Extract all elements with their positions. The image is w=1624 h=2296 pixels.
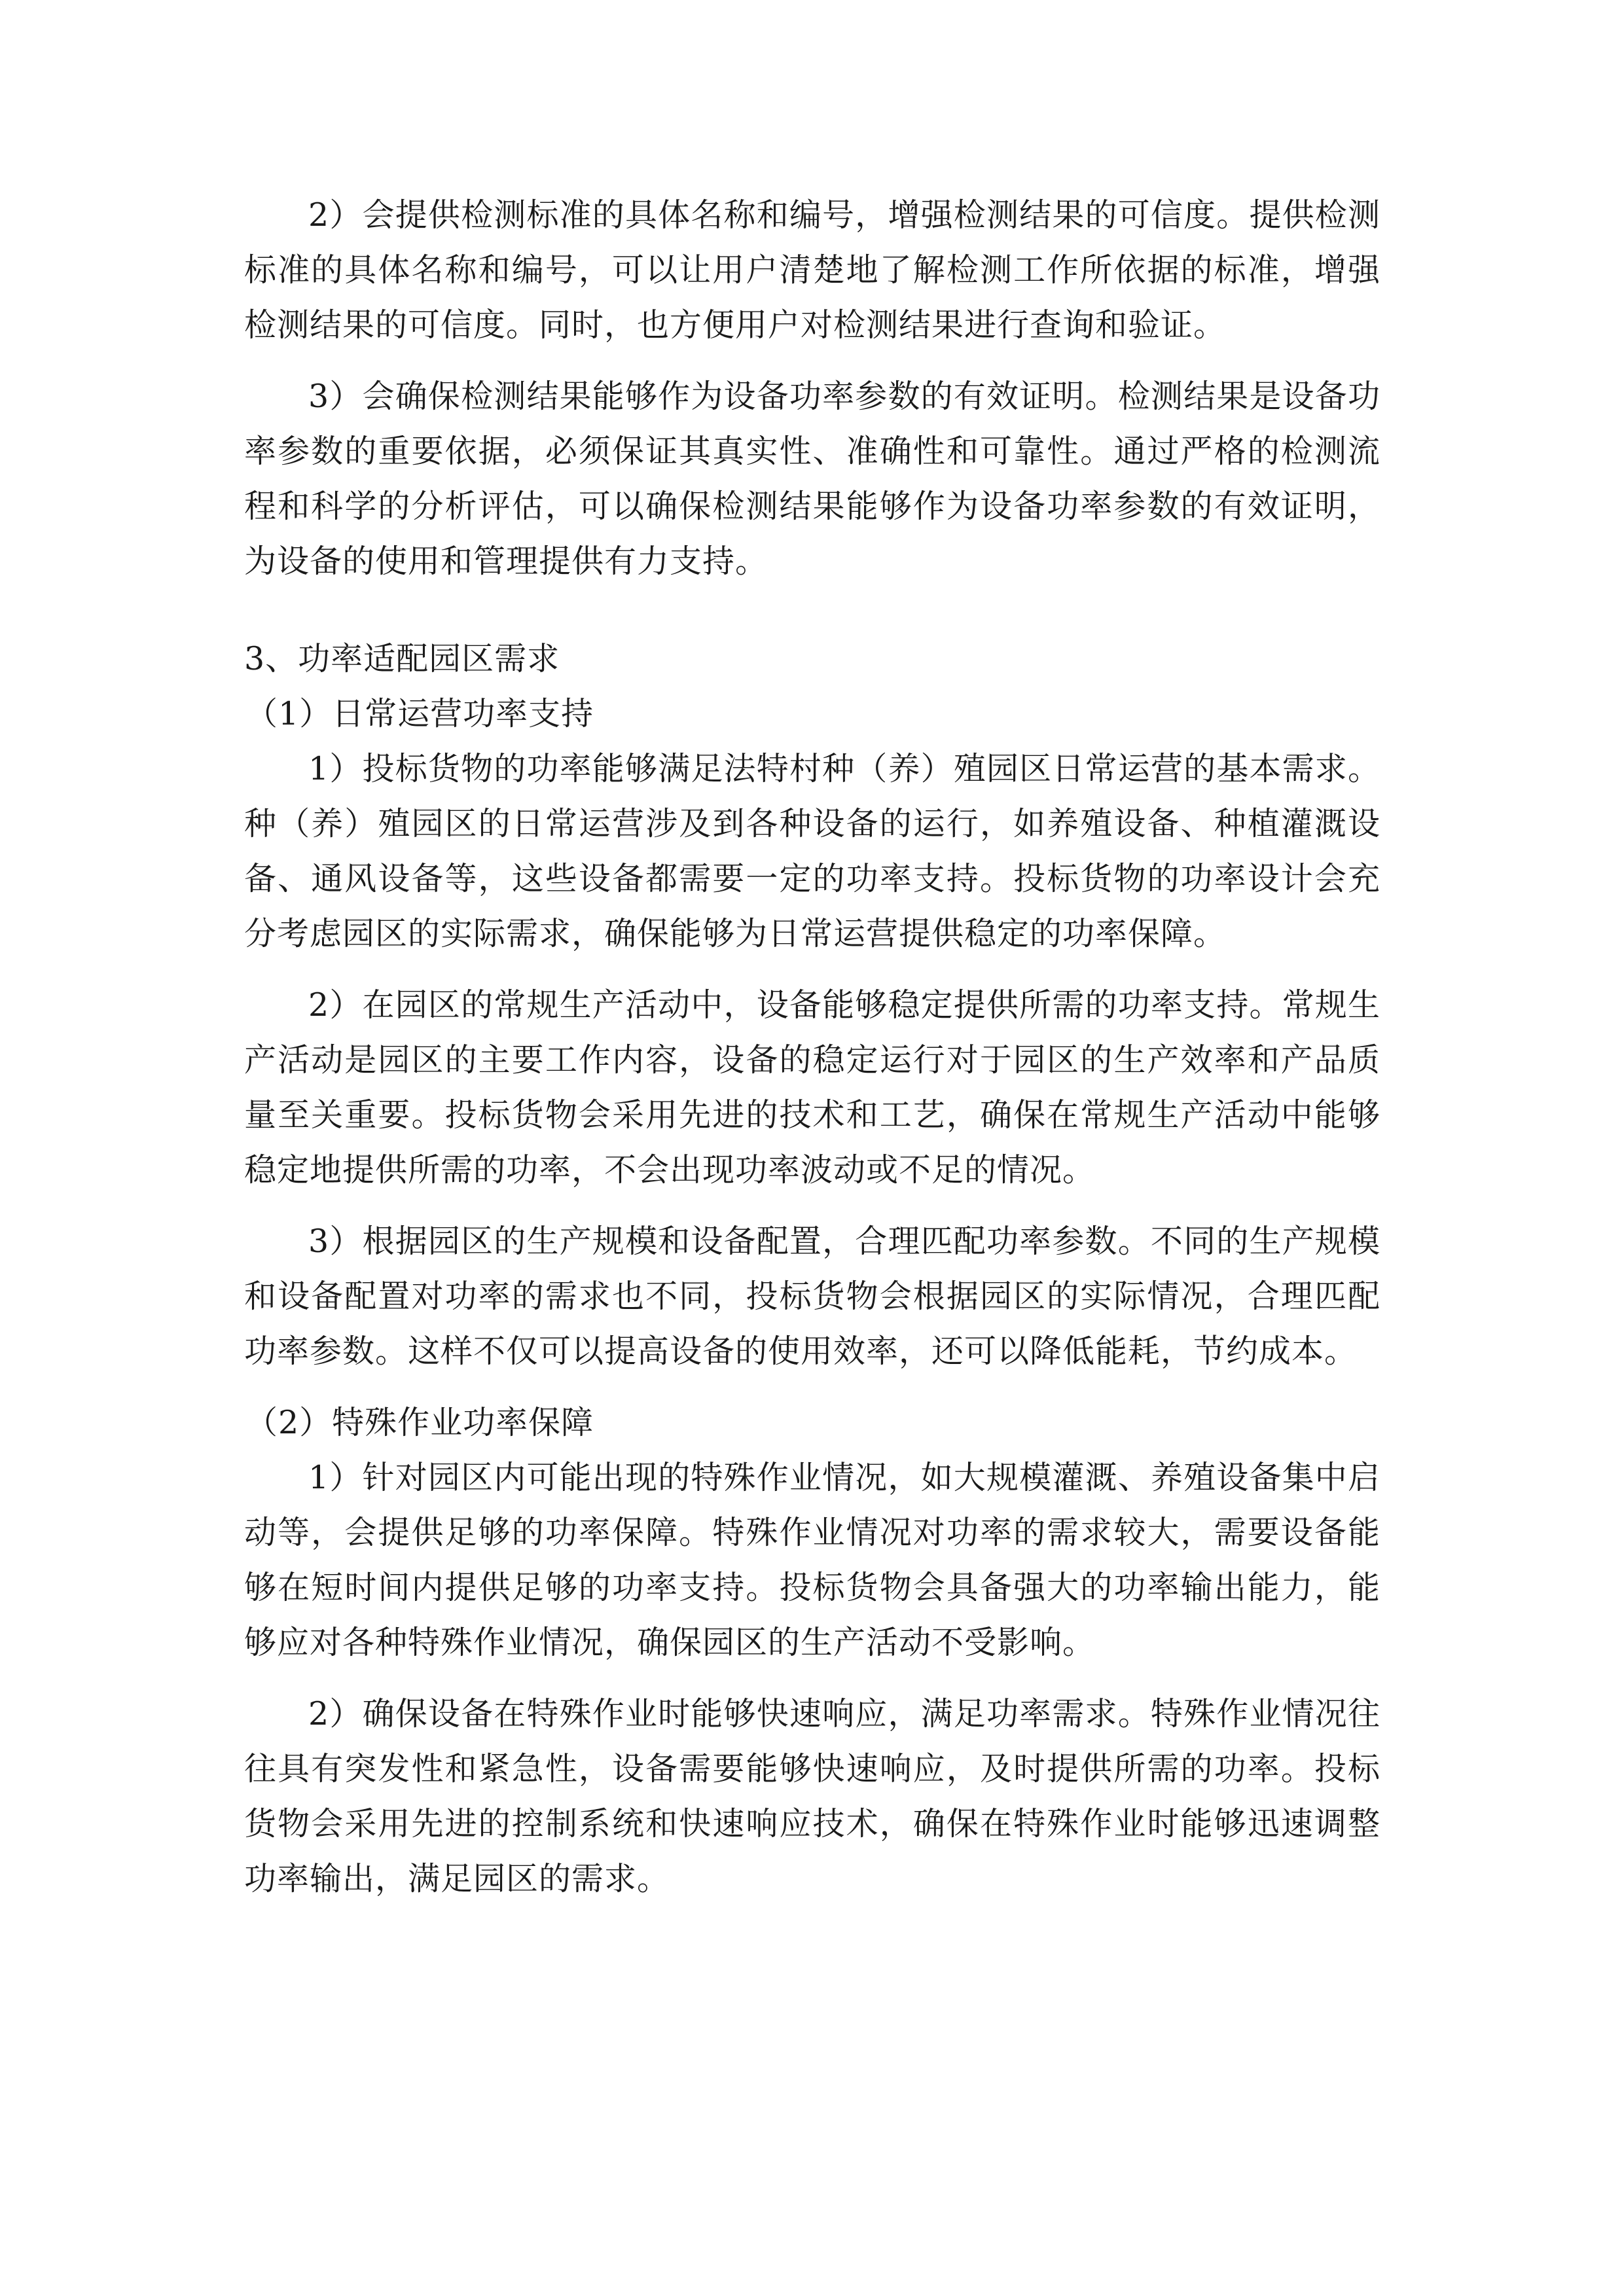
paragraph-special-1: 1）针对园区内可能出现的特殊作业情况，如大规模灌溉、养殖设备集中启动等，会提供足够的功率保障。特殊作业情况对功率的需求较大，需要设备能够在短时间内提供足够的功率支持。投标货物会具备强大的功率输出能力，能够应对各种特殊作业情况，确保园区的生产活动不受影响。 xyxy=(244,1459,1380,1661)
document-body xyxy=(244,188,1380,1907)
subsection-heading-special: （2）特殊作业功率保障 xyxy=(245,1404,594,1441)
paragraph-daily-3: 3）根据园区的生产规模和设备配置，合理匹配功率参数。不同的生产规模和设备配置对功率的需求也不同，投标货物会根据园区的实际情况，合理匹配功率参数。这样不仅可以提高设备的使用效率，还可以降低能耗，节约成本。 xyxy=(244,1223,1380,1370)
paragraph-daily-2: 2）在园区的常规生产活动中，设备能够稳定提供所需的功率支持。常规生产活动是园区的主要工作内容，设备的稳定运行对于园区的生产效率和产品质量至关重要。投标货物会采用先进的技术和工艺，确保在常规生产活动中能够稳定地提供所需的功率，不会出现功率波动或不足的情况。 xyxy=(244,986,1380,1189)
paragraph-daily-1: 1）投标货物的功率能够满足法特村种（养）殖园区日常运营的基本需求。种（养）殖园区的日常运营涉及到各种设备的运行，如养殖设备、种植灌溉设备、通风设备等，这些设备都需要一定的功率支持。投标货物的功率设计会充分考虑园区的实际需求，确保能够为日常运营提供稳定的功率保障。 xyxy=(244,750,1380,952)
paragraph-special-2: 2）确保设备在特殊作业时能够快速响应，满足功率需求。特殊作业情况往往具有突发性和紧急性，设备需要能够快速响应，及时提供所需的功率。投标货物会采用先进的控制系统和快速响应技术，确保在特殊作业时能够迅速调整功率输出，满足园区的需求。 xyxy=(244,1695,1380,1897)
section-heading: 3、功率适配园区需求 xyxy=(244,640,560,677)
paragraph-standard-name: 2）会提供检测标准的具体名称和编号，增强检测结果的可信度。提供检测标准的具体名称和编号，可以让用户清楚地了解检测工作所依据的标准，增强检测结果的可信度。同时，也方便用户对检测结果进行查询和验证。 xyxy=(244,196,1380,344)
subsection-heading-daily: （1）日常运营功率支持 xyxy=(245,695,594,732)
paragraph-valid-proof: 3）会确保检测结果能够作为设备功率参数的有效证明。检测结果是设备功率参数的重要依据，必须保证其真实性、准确性和可靠性。通过严格的检测流程和科学的分析评估，可以确保检测结果能够作为设备功率参数的有效证明，为设备的使用和管理提供有力支持。 xyxy=(244,378,1380,580)
